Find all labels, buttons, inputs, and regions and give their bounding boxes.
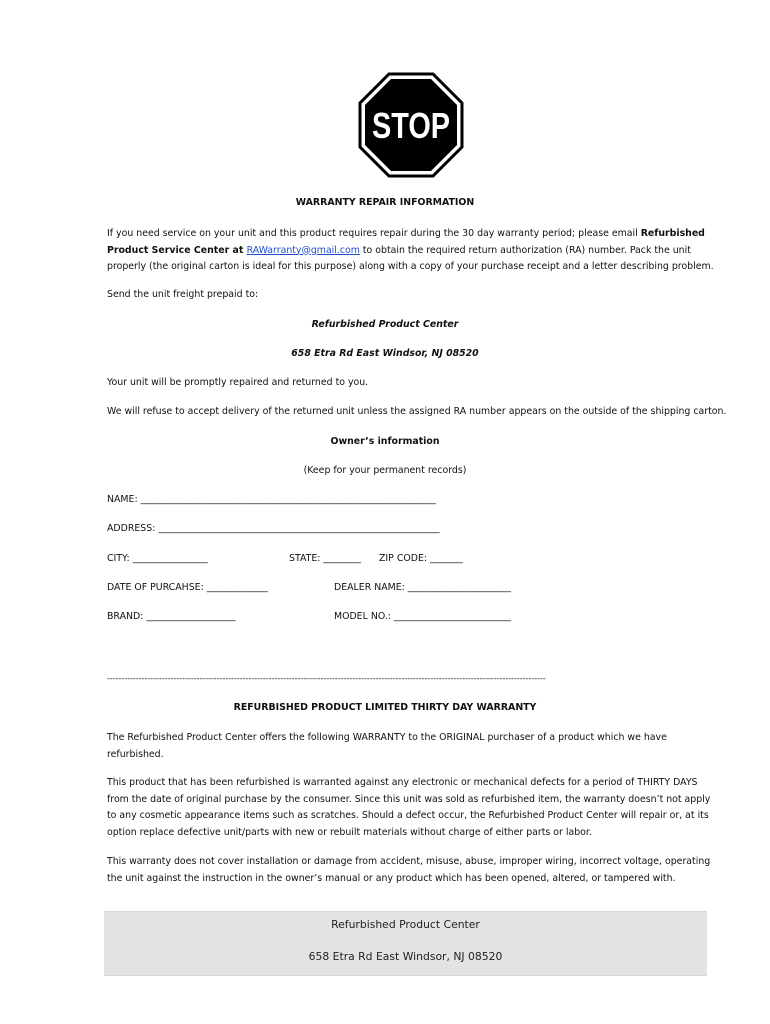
divider-line: -------------------------------------------------------------------------------------------------------------------------------------------------------- (107, 674, 546, 683)
brand-field: BRAND: ___________________ (107, 611, 236, 622)
state-field: STATE: ________ (289, 553, 361, 564)
ship-label: Send the unit freight prepaid to: (107, 289, 259, 300)
owner-subheading: (Keep for your permanent records) (303, 465, 467, 476)
ship-name: Refurbished Product Center (311, 319, 459, 330)
intro-text-continued: to obtain the required return authorization (RA) number. Pack the unit properly (the original carton is ideal for this purpose) along with a copy of your purchase receipt and a letter describing problem. (107, 244, 714, 272)
city-field: CITY: ________________ (107, 553, 208, 564)
page-title: WARRANTY REPAIR INFORMATION (295, 197, 475, 208)
service-center-name: Refurbished Product Service Center at (107, 228, 705, 256)
footer-box (104, 911, 707, 976)
purchase-date-field: DATE OF PURCAHSE: _____________ (107, 582, 268, 593)
warranty-paragraph-2: This product that has been refurbished is warranted against any electronic or mechanical defects for a period of THIRTY DAYS from the date of original purchase by the consumer. Since this unit was sold as refurbished item, the warranty doesn’t not apply to any cosmetic appearance items such as scratches. Should a defect occur, the Refurbished Product Center will repair or, at its option replace defective unit/parts with new or rebuilt materials without charge of either parts or labor. (107, 777, 711, 838)
model-field: MODEL NO.: _________________________ (334, 611, 512, 622)
email-link[interactable]: RAWarranty@gmail.com (246, 244, 360, 256)
footer-address: 658 Etra Rd East Windsor, NJ 08520 (308, 950, 503, 963)
address-field: ADDRESS: ____________________________________________________________ (107, 523, 440, 534)
ship-address: 658 Etra Rd East Windsor, NJ 08520 (291, 348, 479, 359)
footer-name: Refurbished Product Center (331, 918, 480, 931)
intro-text: If you need service on your unit and this product requires repair during the 30 day warranty period; please email (107, 228, 641, 239)
warranty-title: REFURBISHED PRODUCT LIMITED THIRTY DAY WARRANTY (233, 702, 537, 713)
warranty-paragraph-1: The Refurbished Product Center offers the following WARRANTY to the ORIGINAL purchaser of a product which we have refurbished. (107, 732, 667, 760)
stop-sign-text: STOP (372, 105, 450, 146)
intro-paragraph (107, 226, 717, 276)
name-field: NAME: _______________________________________________________________ (107, 494, 436, 505)
owner-heading: Owner’s information (330, 436, 440, 447)
zip-field: ZIP CODE: _______ (379, 553, 463, 564)
refuse-note: We will refuse to accept delivery of the returned unit unless the assigned RA number appears on the outside of the shipping carton. (107, 406, 727, 417)
warranty-paragraph-3: This warranty does not cover installation or damage from accident, misuse, abuse, improper wiring, incorrect voltage, operating the unit against the instruction in the owner’s manual or any product which has been opened, altered, or tampered with. (107, 856, 711, 884)
stop-sign-icon (358, 72, 464, 178)
dealer-name-field: DEALER NAME: ______________________ (334, 582, 511, 593)
repaired-note: Your unit will be promptly repaired and returned to you. (107, 377, 369, 388)
